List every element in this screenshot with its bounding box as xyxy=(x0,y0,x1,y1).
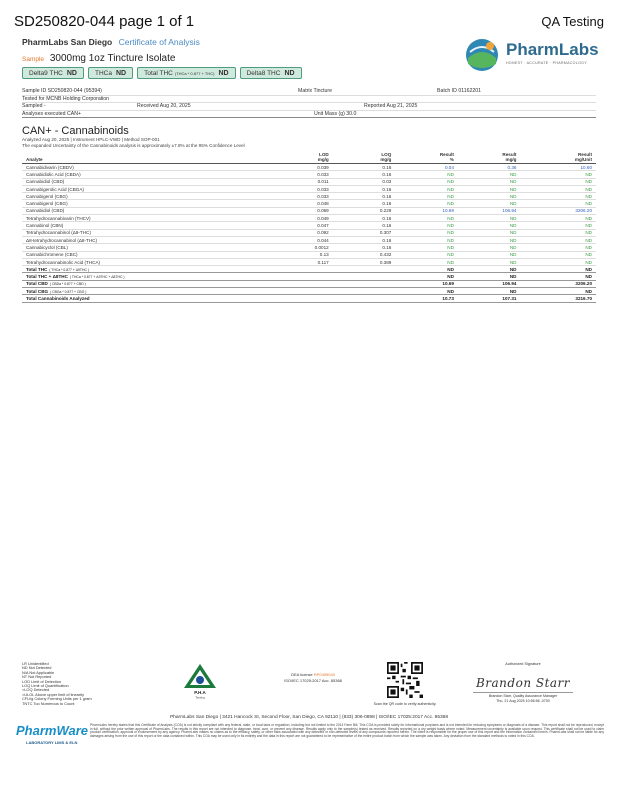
loq-cell: 0.16 xyxy=(333,215,396,222)
total-row xyxy=(22,295,596,302)
pha-accreditation-logo xyxy=(180,662,220,700)
chip-total-thc xyxy=(137,67,236,79)
result-mgg-cell: 106.94 xyxy=(458,207,521,214)
result-mgu-cell: ND xyxy=(520,236,596,243)
result-mgg-cell: ND xyxy=(458,178,521,185)
signature-block xyxy=(468,662,578,704)
loq-cell: 0.389 xyxy=(333,258,396,265)
total-analyte-cell xyxy=(22,295,270,302)
result-pct-cell: ND xyxy=(395,171,458,178)
result-mgg-cell: ND xyxy=(458,236,521,243)
table-row xyxy=(22,185,596,192)
total-mgu-cell: ND xyxy=(520,273,596,280)
info-row xyxy=(22,96,596,104)
empty-cell xyxy=(333,280,396,287)
report-id: SD250820-044 page 1 of 1 xyxy=(14,12,195,30)
table-row xyxy=(22,164,596,171)
reported: Reported Aug 21, 2025 xyxy=(364,103,418,110)
footer-address: PharmLabs San Diego | 3421 Hancock St, Second Floor, San Diego, CA 92110 | (833) 306-0898 | ISO/IEC 17025:2017 Acc. 85368 xyxy=(169,715,449,720)
analyte-cell: Cannabichromene (CBC) xyxy=(22,251,270,258)
info-row xyxy=(22,88,596,96)
legend-item: >ULOL Above upper limit of linearity xyxy=(22,691,85,697)
result-mgg-cell: ND xyxy=(458,215,521,222)
result-mgg-cell: ND xyxy=(458,244,521,251)
uncertainty-note: The expanded Uncertainty of the Cannabinoids analysis is approximately ±7.8% at the 95% Confidence Level xyxy=(22,143,245,148)
globe-icon xyxy=(462,36,502,74)
loq-cell: 0.16 xyxy=(333,193,396,200)
total-mgg-cell: 107.31 xyxy=(458,295,521,302)
total-formula: ( CBDa * 0.877 + CBD ) xyxy=(49,282,86,287)
cannabinoid-results-table xyxy=(22,151,596,303)
result-pct-cell: ND xyxy=(395,229,458,236)
total-mgu-cell: ND xyxy=(520,288,596,295)
result-pct-cell: ND xyxy=(395,185,458,192)
empty-cell xyxy=(270,295,333,302)
total-pct-cell: 10.69 xyxy=(395,280,458,287)
chip-value: ND xyxy=(115,69,127,77)
result-mgu-cell: ND xyxy=(520,193,596,200)
lod-cell: 0.047 xyxy=(270,222,333,229)
sample-id: Sample ID SD250820-044 (95394) xyxy=(22,88,102,95)
empty-cell xyxy=(270,273,333,280)
total-label: Total Cannabinoids Analyzed xyxy=(26,295,90,301)
lod-cell: 0.049 xyxy=(270,215,333,222)
info-row xyxy=(22,111,596,119)
legend-item: CFU/g Colony Forming Units per 1 gram xyxy=(22,696,92,702)
analyte-cell: Cannabigerol (CBG) xyxy=(22,193,270,200)
chip-sub: (THCa * 0.877 + THC) xyxy=(174,70,215,76)
lod-cell: 0.033 xyxy=(270,171,333,178)
result-mgg-cell: ND xyxy=(458,251,521,258)
result-mgu-cell: ND xyxy=(520,171,596,178)
legend-item: LR Unidentified xyxy=(22,661,49,666)
chip-label: Delta9 THC xyxy=(29,69,63,77)
result-mgu-cell: ND xyxy=(520,229,596,236)
legend-item: TNTC Too Numerous to Count xyxy=(22,700,75,706)
legend-item: LOQ Limit of Quantification xyxy=(22,683,69,689)
analyte-cell: Cannabidiol (CBD) xyxy=(22,178,270,185)
total-row xyxy=(22,280,596,287)
analyte-cell: Tetrahydrocannabinolic Acid (THCA) xyxy=(22,258,270,265)
qa-testing-label: QA Testing xyxy=(541,13,604,29)
result-pct-cell: ND xyxy=(395,244,458,251)
analyte-cell: Cannabigerol (CBG) xyxy=(22,200,270,207)
result-mgu-cell: 3206.20 xyxy=(520,207,596,214)
pha-emblem-icon xyxy=(180,662,220,700)
table-row xyxy=(22,251,596,258)
info-row xyxy=(22,103,596,111)
result-pct-cell: ND xyxy=(395,215,458,222)
received: Received Aug 20, 2025 xyxy=(137,103,191,110)
logo-tagline: HONEST · ACCURATE · PHARMACOLOGY xyxy=(506,61,587,65)
dea-license xyxy=(268,672,358,683)
section-title: CAN+ - Cannabinoids xyxy=(22,125,129,137)
empty-cell xyxy=(270,280,333,287)
chip-delta8-thc xyxy=(240,67,302,79)
legend-item: ND Not Detected xyxy=(22,665,52,671)
total-analyte-cell xyxy=(22,273,270,280)
table-row xyxy=(22,178,596,185)
loq-cell: 0.16 xyxy=(333,200,396,207)
summary-chips xyxy=(22,67,302,79)
col-loq: LOQ mg/g xyxy=(333,151,396,164)
total-label: Total THC + Δ8THC xyxy=(26,274,68,280)
matrix: Matrix Tincture xyxy=(298,88,333,95)
loq-cell: 0.16 xyxy=(333,164,396,171)
result-mgu-cell: ND xyxy=(520,222,596,229)
total-formula: ( THCa * 0.877 + Δ9THC ) xyxy=(49,267,89,272)
empty-cell xyxy=(333,266,396,273)
empty-cell xyxy=(333,288,396,295)
pharmlabs-logo xyxy=(462,36,602,74)
qr-caption: Scan the QR code to verify authenticity. xyxy=(373,702,437,706)
result-mgg-cell: ND xyxy=(458,229,521,236)
signatory-name: Brandon Starr, Quality Assurance Manager xyxy=(488,694,558,698)
total-label: Total CBG xyxy=(26,288,49,294)
table-row xyxy=(22,229,596,236)
result-pct-cell: 0.04 xyxy=(395,164,458,171)
total-pct-cell: ND xyxy=(395,288,458,295)
analyte-cell: Tetrahydrocannabinol (Δ9-THC) xyxy=(22,229,270,236)
lod-cell: 0.033 xyxy=(270,185,333,192)
legend-item: <LOQ Detected xyxy=(22,687,50,693)
total-row xyxy=(22,273,596,280)
loq-cell: 0.16 xyxy=(333,185,396,192)
result-mgu-cell: ND xyxy=(520,251,596,258)
product-name: 3000mg 1oz Tincture Isolate xyxy=(49,53,176,64)
legend-item: LOD Limit of Detection xyxy=(22,678,62,684)
total-mgu-cell: ND xyxy=(520,266,596,273)
lab-line xyxy=(22,37,200,47)
signature-date: Thu, 21 Aug 2025 10:56:56 -0700 xyxy=(496,699,550,704)
empty-cell xyxy=(270,288,333,295)
dea-prefix: DEA license xyxy=(291,672,313,677)
result-mgg-cell: ND xyxy=(458,258,521,265)
result-mgg-cell: ND xyxy=(458,200,521,207)
result-pct-cell: ND xyxy=(395,251,458,258)
batch-id: Batch ID 01162201 xyxy=(437,88,482,95)
pharmware-sub: LABORATORY LIMS & ELN xyxy=(26,740,78,745)
table-row xyxy=(22,215,596,222)
result-mgu-cell: ND xyxy=(520,185,596,192)
pha-label: P.H.A xyxy=(194,690,206,695)
loq-cell: 0.16 xyxy=(333,244,396,251)
empty-cell xyxy=(333,295,396,302)
total-pct-cell: ND xyxy=(395,266,458,273)
total-formula: ( CBGa * 0.877 + CBG ) xyxy=(50,289,87,294)
result-mgg-cell: ND xyxy=(458,222,521,229)
total-mgg-cell: ND xyxy=(458,288,521,295)
lod-cell: 0.092 xyxy=(270,229,333,236)
total-row xyxy=(22,288,596,295)
analyte-cell: Tetrahydrocannabivarin (THCV) xyxy=(22,215,270,222)
tested-for: Tested for MCNB Holding Corporation xyxy=(22,95,110,102)
table-row xyxy=(22,171,596,178)
result-pct-cell: ND xyxy=(395,178,458,185)
result-mgu-cell: ND xyxy=(520,200,596,207)
chip-label: Total THC xyxy=(144,69,173,77)
total-pct-cell: 10.73 xyxy=(395,295,458,302)
chip-label: THCa xyxy=(94,69,112,77)
total-pct-cell: ND xyxy=(395,273,458,280)
result-mgu-cell: ND xyxy=(520,258,596,265)
lod-cell: 0.13 xyxy=(270,251,333,258)
section-meta xyxy=(22,137,245,149)
legend-item: NT Not Reported xyxy=(22,674,52,680)
unit-mass: Unit Mass (g) 30.0 xyxy=(314,110,357,117)
analyte-cell: Δ8-tetrahydrocannabinol (Δ8-THC) xyxy=(22,236,270,243)
analyte-cell: Cannabidiol (CBD) xyxy=(22,207,270,214)
analyte-cell: Cannabicyclol (CBL) xyxy=(22,244,270,251)
top-bar xyxy=(14,10,604,32)
chip-value: ND xyxy=(66,69,77,77)
loq-cell: 0.432 xyxy=(333,251,396,258)
total-mgg-cell: ND xyxy=(458,273,521,280)
analyses-executed: Analyses executed CAN+ xyxy=(22,110,81,117)
table-row xyxy=(22,193,596,200)
chip-value: ND xyxy=(218,69,229,77)
table-row xyxy=(22,200,596,207)
chip-thca xyxy=(88,67,133,79)
lab-name: PharmLabs San Diego xyxy=(22,37,113,47)
total-mgg-cell: 106.94 xyxy=(458,280,521,287)
result-pct-cell: 10.69 xyxy=(395,207,458,214)
table-row xyxy=(22,207,596,214)
total-label: Total CBD xyxy=(26,281,48,287)
lod-cell: 0.033 xyxy=(270,193,333,200)
result-mgg-cell: ND xyxy=(458,193,521,200)
result-pct-cell: ND xyxy=(395,193,458,200)
lod-cell: 0.039 xyxy=(270,164,333,171)
legend-item: N/A Not Applicable xyxy=(22,669,55,675)
analyte-cell: Cannabigerolic Acid (CBGA) xyxy=(22,185,270,192)
col-result-mgu: Result mg/Unit xyxy=(520,151,596,164)
pharmware-logo xyxy=(16,723,89,751)
coa-label: Certificate of Analysis xyxy=(118,37,200,47)
empty-cell xyxy=(270,266,333,273)
table-row xyxy=(22,244,596,251)
table-header-row xyxy=(22,151,596,164)
pharmware-name: PharmWare xyxy=(16,723,89,738)
total-analyte-cell xyxy=(22,288,270,295)
col-lod: LOD mg/g xyxy=(270,151,333,164)
loq-cell: 0.16 xyxy=(333,171,396,178)
sample-tag: Sample xyxy=(22,56,45,63)
legal-disclaimer: PharmLabs hereby states that this Certificate of Analysis (COA) is not strictly compliant with any federal, state, or local laws or regulation, including but not limited to the 2014 Farm Bill. This COA is provided solely for informational purposes and is not intended for reducing symptoms or diagnosis of a disease. This report shall not be reproduced, except in full, without the prior written approval of PharmLabs. The results in this report are not intended to diagnose, treat, cure, or prevent any disease. Results apply only to the sample(s) tested as received. Results reported on a dry weight basis where noted. Measurement uncertainty is available upon request. This certificate shall not be used to claim product certification, approval or endorsement by any agency. PharmLabs makes no claims as to the efficacy, safety, or other risks associated with any detected or non-detected levels of any compounds reported herein. The client is responsible for the proper use of this report and the information contained herein. PharmLabs shall not be liable for any damages arising from the use of this report or the data contained within. This COA may be used only in its entirety and the data in this report are not guaranteed to be representative of the entire product batch from which the sample was taken. Any deviation from the standard methods is noted in this COA. xyxy=(90,723,604,738)
loq-cell: 0.03 xyxy=(333,178,396,185)
logo-name: PharmLabs xyxy=(506,40,599,59)
lod-cell: 0.044 xyxy=(270,236,333,243)
col-analyte: Analyte xyxy=(22,151,270,164)
chip-value: ND xyxy=(284,69,295,77)
loq-cell: 0.16 xyxy=(333,222,396,229)
total-analyte-cell xyxy=(22,280,270,287)
total-analyte-cell xyxy=(22,266,270,273)
pha-sub: Testing xyxy=(195,695,205,700)
lod-cell: 0.048 xyxy=(270,200,333,207)
result-mgu-cell: 10.60 xyxy=(520,164,596,171)
loq-cell: 0.307 xyxy=(333,229,396,236)
qr-code-icon[interactable] xyxy=(387,662,423,698)
total-label: Total THC xyxy=(26,266,48,272)
sample-info xyxy=(22,88,596,118)
signature-line xyxy=(473,692,573,693)
result-mgu-cell: ND xyxy=(520,244,596,251)
result-pct-cell: ND xyxy=(395,222,458,229)
empty-cell xyxy=(333,273,396,280)
result-pct-cell: ND xyxy=(395,258,458,265)
table-row xyxy=(22,236,596,243)
result-mgg-cell: ND xyxy=(458,171,521,178)
table-row xyxy=(22,222,596,229)
sampled: Sampled - xyxy=(22,103,46,110)
result-mgu-cell: ND xyxy=(520,215,596,222)
total-mgg-cell: ND xyxy=(458,266,521,273)
abbreviation-legend xyxy=(22,662,92,706)
chip-delta9-thc xyxy=(22,67,84,79)
result-mgg-cell: ND xyxy=(458,185,521,192)
total-mgu-cell: 3206.20 xyxy=(520,280,596,287)
analyte-cell: Cannabinol (CBN) xyxy=(22,222,270,229)
loq-cell: 0.16 xyxy=(333,236,396,243)
loq-cell: 0.229 xyxy=(333,207,396,214)
signature-title: Authorized Signature xyxy=(505,662,541,666)
iso-accreditation: ISO/IEC 17025:2017 Acc. 85368 xyxy=(284,677,342,683)
col-result-mgg: Result mg/g xyxy=(458,151,521,164)
product-line xyxy=(22,53,175,64)
result-pct-cell: ND xyxy=(395,236,458,243)
total-row xyxy=(22,266,596,273)
result-mgg-cell: 0.36 xyxy=(458,164,521,171)
dea-number: RP0495043 xyxy=(313,672,335,677)
analyte-cell: Cannabidiolic Acid (CBDA) xyxy=(22,171,270,178)
col-result-pct: Result % xyxy=(395,151,458,164)
analysis-meta: Analyzed Aug 20, 2025 | Instrument HPLC-VWD | Method SOP-001 xyxy=(22,137,160,142)
lod-cell: 0.117 xyxy=(270,258,333,265)
table-row xyxy=(22,258,596,265)
total-formula: ( THCa * 0.877 + Δ9THC + Δ8THC ) xyxy=(69,275,125,280)
chip-label: Delta8 THC xyxy=(246,69,281,77)
lod-cell: 0.0012 xyxy=(270,244,333,251)
total-mgu-cell: 3216.70 xyxy=(520,295,596,302)
result-pct-cell: ND xyxy=(395,200,458,207)
lod-cell: 0.011 xyxy=(270,178,333,185)
result-mgu-cell: ND xyxy=(520,178,596,185)
analyte-cell: Cannabidivarin (CBDV) xyxy=(22,164,270,171)
lod-cell: 0.069 xyxy=(270,207,333,214)
handwritten-signature: Brandon Starr xyxy=(475,676,571,690)
